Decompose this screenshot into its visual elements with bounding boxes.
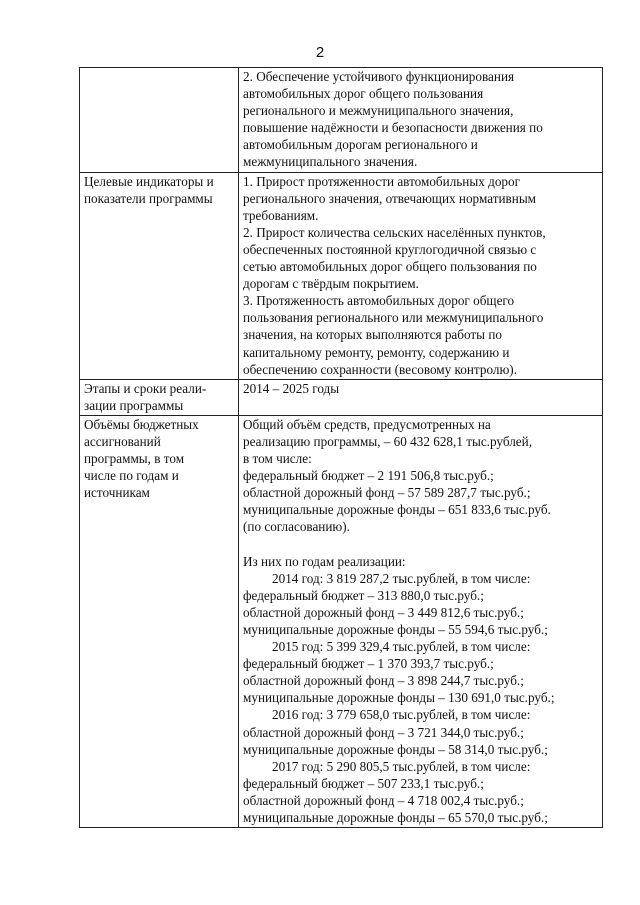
text-line: муниципальные дорожные фонды – 65 570,0 тыс.руб.; [243, 810, 548, 826]
label-line: показатели программы [84, 190, 213, 206]
label-line: зации программы [84, 397, 184, 413]
table-row-goals-continued [80, 68, 603, 173]
text-line: федеральный бюджет – 1 370 393,7 тыс.руб.; [243, 656, 494, 672]
label-line: Целевые индикаторы и [84, 173, 214, 189]
text-line: Из них по годам реализации: [243, 553, 406, 569]
text-line: Общий объём средств, предусмотренных на [243, 416, 491, 432]
text-line: муниципальные дорожные фонды – 651 833,6 тыс.руб. [243, 502, 551, 518]
year-heading: 2017 год: 5 290 805,5 тыс.рублей, в том числе: [272, 758, 531, 774]
program-passport-table [79, 67, 603, 828]
text-line: обеспечению сохранности (весовому контролю). [243, 361, 517, 377]
text-line: значения, на которых выполняются работы по [243, 327, 502, 343]
year-heading: 2016 год: 3 779 658,0 тыс.рублей, в том числе: [272, 707, 531, 723]
text-line: автомобильным дорогам регионального и [243, 137, 478, 153]
text-line: областной дорожный фонд – 3 449 812,6 тыс.руб.; [243, 604, 524, 620]
text-line: федеральный бюджет – 2 191 506,8 тыс.руб.; [243, 468, 494, 484]
label-line: Этапы и сроки реали- [84, 380, 207, 396]
row-content [239, 415, 603, 827]
blank-line [243, 536, 599, 553]
text-line: областной дорожный фонд – 57 589 287,7 тыс.руб.; [243, 485, 531, 501]
text-line: 2014 – 2025 годы [243, 380, 340, 396]
table-row-funding [80, 415, 603, 827]
row-content [239, 68, 603, 173]
text-line: в том числе: [243, 451, 312, 467]
text-line: 3. Протяженность автомобильных дорог общего [243, 293, 515, 309]
label-line: источникам [84, 485, 150, 501]
row-label [80, 68, 239, 173]
text-line: регионального и межмуниципального значения, [243, 103, 514, 119]
label-line: ассигнований [84, 433, 161, 449]
text-line: пользования регионального или межмуниципального [243, 310, 544, 326]
text-line: межмуниципального значения. [243, 154, 418, 170]
text-line: муниципальные дорожные фонды – 55 594,6 тыс.руб.; [243, 622, 548, 637]
text-line: требованиям. [243, 207, 319, 223]
row-content [239, 379, 603, 415]
text-line: капитальному ремонту, ремонту, содержанию и [243, 344, 510, 360]
text-line: обеспеченных постоянной круглогодичной связью с [243, 241, 537, 257]
label-line: числе по годам и [84, 468, 179, 484]
text-line: федеральный бюджет – 507 233,1 тыс.руб.; [243, 775, 484, 791]
text-line: повышение надёжности и безопасности движения по [243, 120, 543, 136]
page-number: 2 [315, 44, 325, 61]
text-line: регионального значения, отвечающих нормативным [243, 190, 537, 206]
text-line: 2. Прирост количества сельских населённых пунктов, [243, 224, 546, 240]
text-line: муниципальные дорожные фонды – 130 691,0 тыс.руб.; [243, 690, 555, 706]
text-line: 1. Прирост протяженности автомобильных дорог [243, 173, 521, 189]
text-line: муниципальные дорожные фонды – 58 314,0 тыс.руб.; [243, 741, 548, 757]
row-label [80, 415, 239, 827]
text-line: дорогам с твёрдым покрытием. [243, 276, 419, 292]
row-content [239, 172, 603, 379]
year-heading: 2015 год: 5 399 329,4 тыс.рублей, в том числе: [272, 639, 531, 655]
text-line: реализацию программы, – 60 432 628,1 тыс.рублей, [243, 433, 532, 449]
label-line: Объёмы бюджетных [84, 416, 199, 432]
text-line: автомобильных дорог общего пользования [243, 86, 484, 102]
table-row-stages [80, 379, 603, 415]
text-line: 2. Обеспечение устойчивого функционирования [243, 69, 515, 84]
year-heading: 2014 год: 3 819 287,2 тыс.рублей, в том числе: [272, 570, 531, 586]
text-line: областной дорожный фонд – 4 718 002,4 тыс.руб.; [243, 792, 524, 808]
text-line: областной дорожный фонд – 3 721 344,0 тыс.руб.; [243, 724, 524, 740]
text-line: сетью автомобильных дорог общего пользования по [243, 259, 537, 275]
text-line: областной дорожный фонд – 3 898 244,7 тыс.руб.; [243, 673, 524, 689]
row-label [80, 379, 239, 415]
table-row-indicators [80, 172, 603, 379]
row-label [80, 172, 239, 379]
label-line: программы, в том [84, 451, 185, 467]
text-line: (по согласованию). [243, 519, 350, 535]
text-line: федеральный бюджет – 313 880,0 тыс.руб.; [243, 587, 484, 603]
